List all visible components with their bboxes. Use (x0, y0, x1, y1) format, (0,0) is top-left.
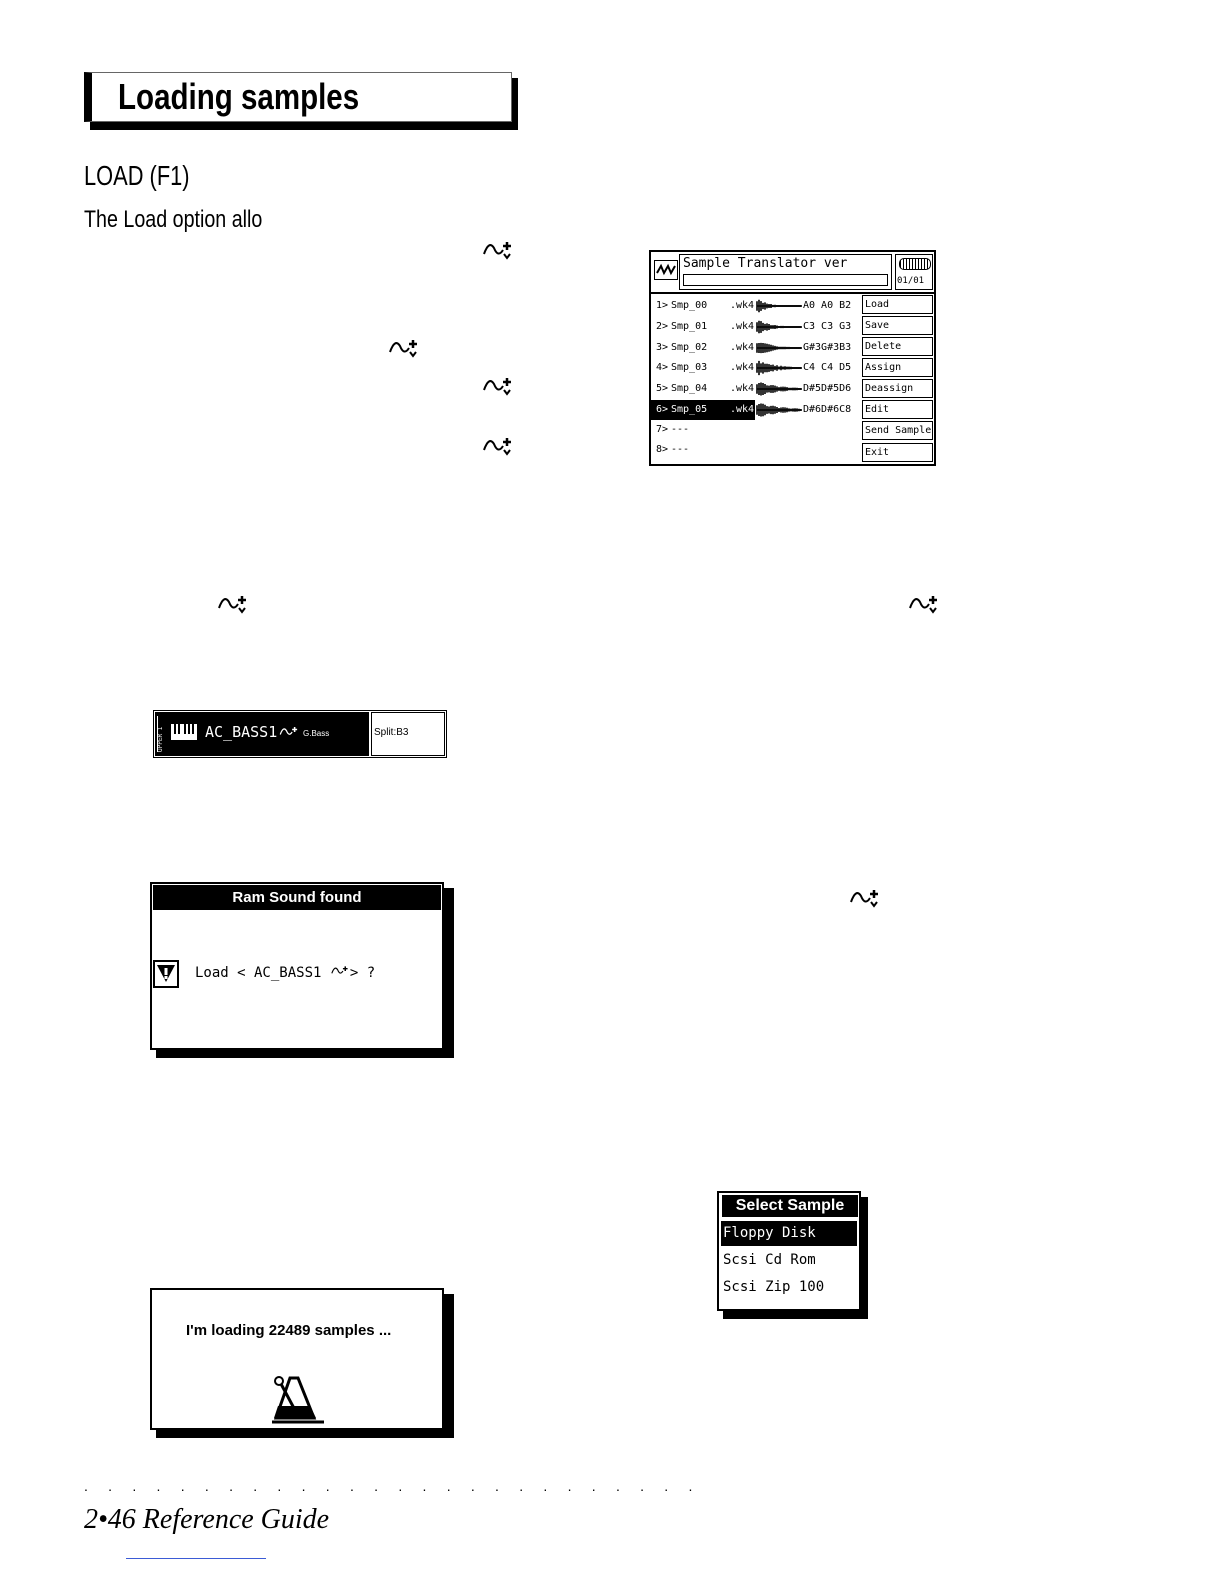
ram-sound-icon (388, 336, 420, 360)
page-number: 01/01 (897, 276, 925, 286)
keyboard-icon (171, 724, 197, 740)
row-number: 8> (656, 444, 669, 455)
load-button[interactable]: Load (862, 295, 933, 314)
patch-category: G.Bass (303, 729, 330, 738)
sample-note-range: G#3G#3B3 (803, 342, 852, 353)
exit-button[interactable]: Exit (862, 443, 933, 462)
sample-name: --- (671, 424, 690, 435)
row-number: 6> (656, 404, 669, 415)
split-point: Split:B3 (374, 727, 409, 738)
sample-note-range: C3 C3 G3 (803, 321, 852, 332)
loading-message: I'm loading 22489 samples ... (186, 1322, 392, 1339)
patch-display[interactable] (155, 712, 369, 756)
waveform-icon (757, 380, 801, 398)
ram-sound-icon (279, 724, 299, 740)
dialog-title: Ram Sound found (153, 885, 441, 910)
footer-link-underline (126, 1558, 266, 1559)
option-scsi-zip-100[interactable]: Scsi Zip 100 (723, 1279, 825, 1295)
footer-dots: . . . . . . . . . . . . . . . . . . . . . . . . . . (84, 1478, 701, 1494)
sample-translator-title: Sample Translator ver (683, 256, 848, 271)
dialog-question: > ? (349, 965, 376, 981)
sample-note-range: D#5D#5D6 (803, 383, 852, 394)
ram-sound-icon (849, 886, 881, 910)
metronome-icon (270, 1374, 326, 1424)
ram-sound-icon (482, 374, 514, 398)
waveform-icon (757, 339, 801, 357)
patch-name: AC_BASS1 (205, 723, 278, 741)
sample-extension: .wk4 (730, 300, 755, 311)
page-dial-icon (899, 258, 931, 270)
row-number: 4> (656, 362, 669, 373)
waveform-logo-icon (654, 260, 678, 280)
sample-name: Smp_05 (671, 404, 708, 415)
dialog-message (195, 964, 375, 981)
intro-text: The Load option allo (84, 206, 263, 233)
deassign-button[interactable]: Deassign (862, 379, 933, 398)
sample-name: Smp_02 (671, 342, 708, 353)
sample-extension: .wk4 (730, 342, 755, 353)
ram-sound-icon (482, 238, 514, 262)
sample-extension: .wk4 (730, 321, 755, 332)
delete-button[interactable]: Delete (862, 337, 933, 356)
row-number: 2> (656, 321, 669, 332)
ram-sound-icon (908, 592, 940, 616)
part-label: UPPER 1 (157, 716, 168, 752)
assign-button[interactable]: Assign (862, 358, 933, 377)
waveform-icon (757, 359, 801, 377)
split-box[interactable] (371, 712, 445, 756)
sample-extension: .wk4 (730, 362, 755, 373)
sample-name: Smp_01 (671, 321, 708, 332)
ram-sound-icon (330, 964, 350, 978)
row-number: 3> (656, 342, 669, 353)
save-button[interactable]: Save (862, 316, 933, 335)
row-number: 5> (656, 383, 669, 394)
row-number: 1> (656, 300, 669, 311)
ram-sound-icon (482, 434, 514, 458)
sample-note-range: D#6D#6C8 (803, 404, 852, 415)
sample-note-range: C4 C4 D5 (803, 362, 852, 373)
sample-extension: .wk4 (730, 404, 755, 415)
waveform-icon (757, 401, 801, 419)
sample-name: --- (671, 444, 690, 455)
option-scsi-cd-rom[interactable]: Scsi Cd Rom (723, 1252, 816, 1268)
sample-note-range: A0 A0 B2 (803, 300, 852, 311)
section-heading: LOAD (F1) (84, 160, 190, 191)
footer-page-label: 2•46 Reference Guide (84, 1504, 330, 1535)
sample-name: Smp_04 (671, 383, 708, 394)
sample-name: Smp_03 (671, 362, 708, 373)
dialog-title: Select Sample (722, 1195, 858, 1217)
waveform-icon (757, 297, 801, 315)
row-number: 7> (656, 424, 669, 435)
sample-extension: .wk4 (730, 383, 755, 394)
sample-row[interactable] (651, 400, 755, 420)
sample-row[interactable] (651, 420, 861, 440)
option-floppy-disk[interactable]: Floppy Disk (721, 1221, 857, 1246)
send-sample-button[interactable]: Send Sample (862, 421, 933, 440)
waveform-icon (757, 318, 801, 336)
edit-button[interactable]: Edit (862, 400, 933, 419)
warning-icon (153, 960, 179, 988)
sample-name: Smp_00 (671, 300, 708, 311)
sample-row[interactable] (651, 440, 861, 460)
page-title: Loading samples (118, 76, 360, 117)
progress-bar (683, 274, 888, 286)
ram-sound-icon (217, 592, 249, 616)
dialog-message-text: Load < AC_BASS1 (195, 965, 322, 981)
